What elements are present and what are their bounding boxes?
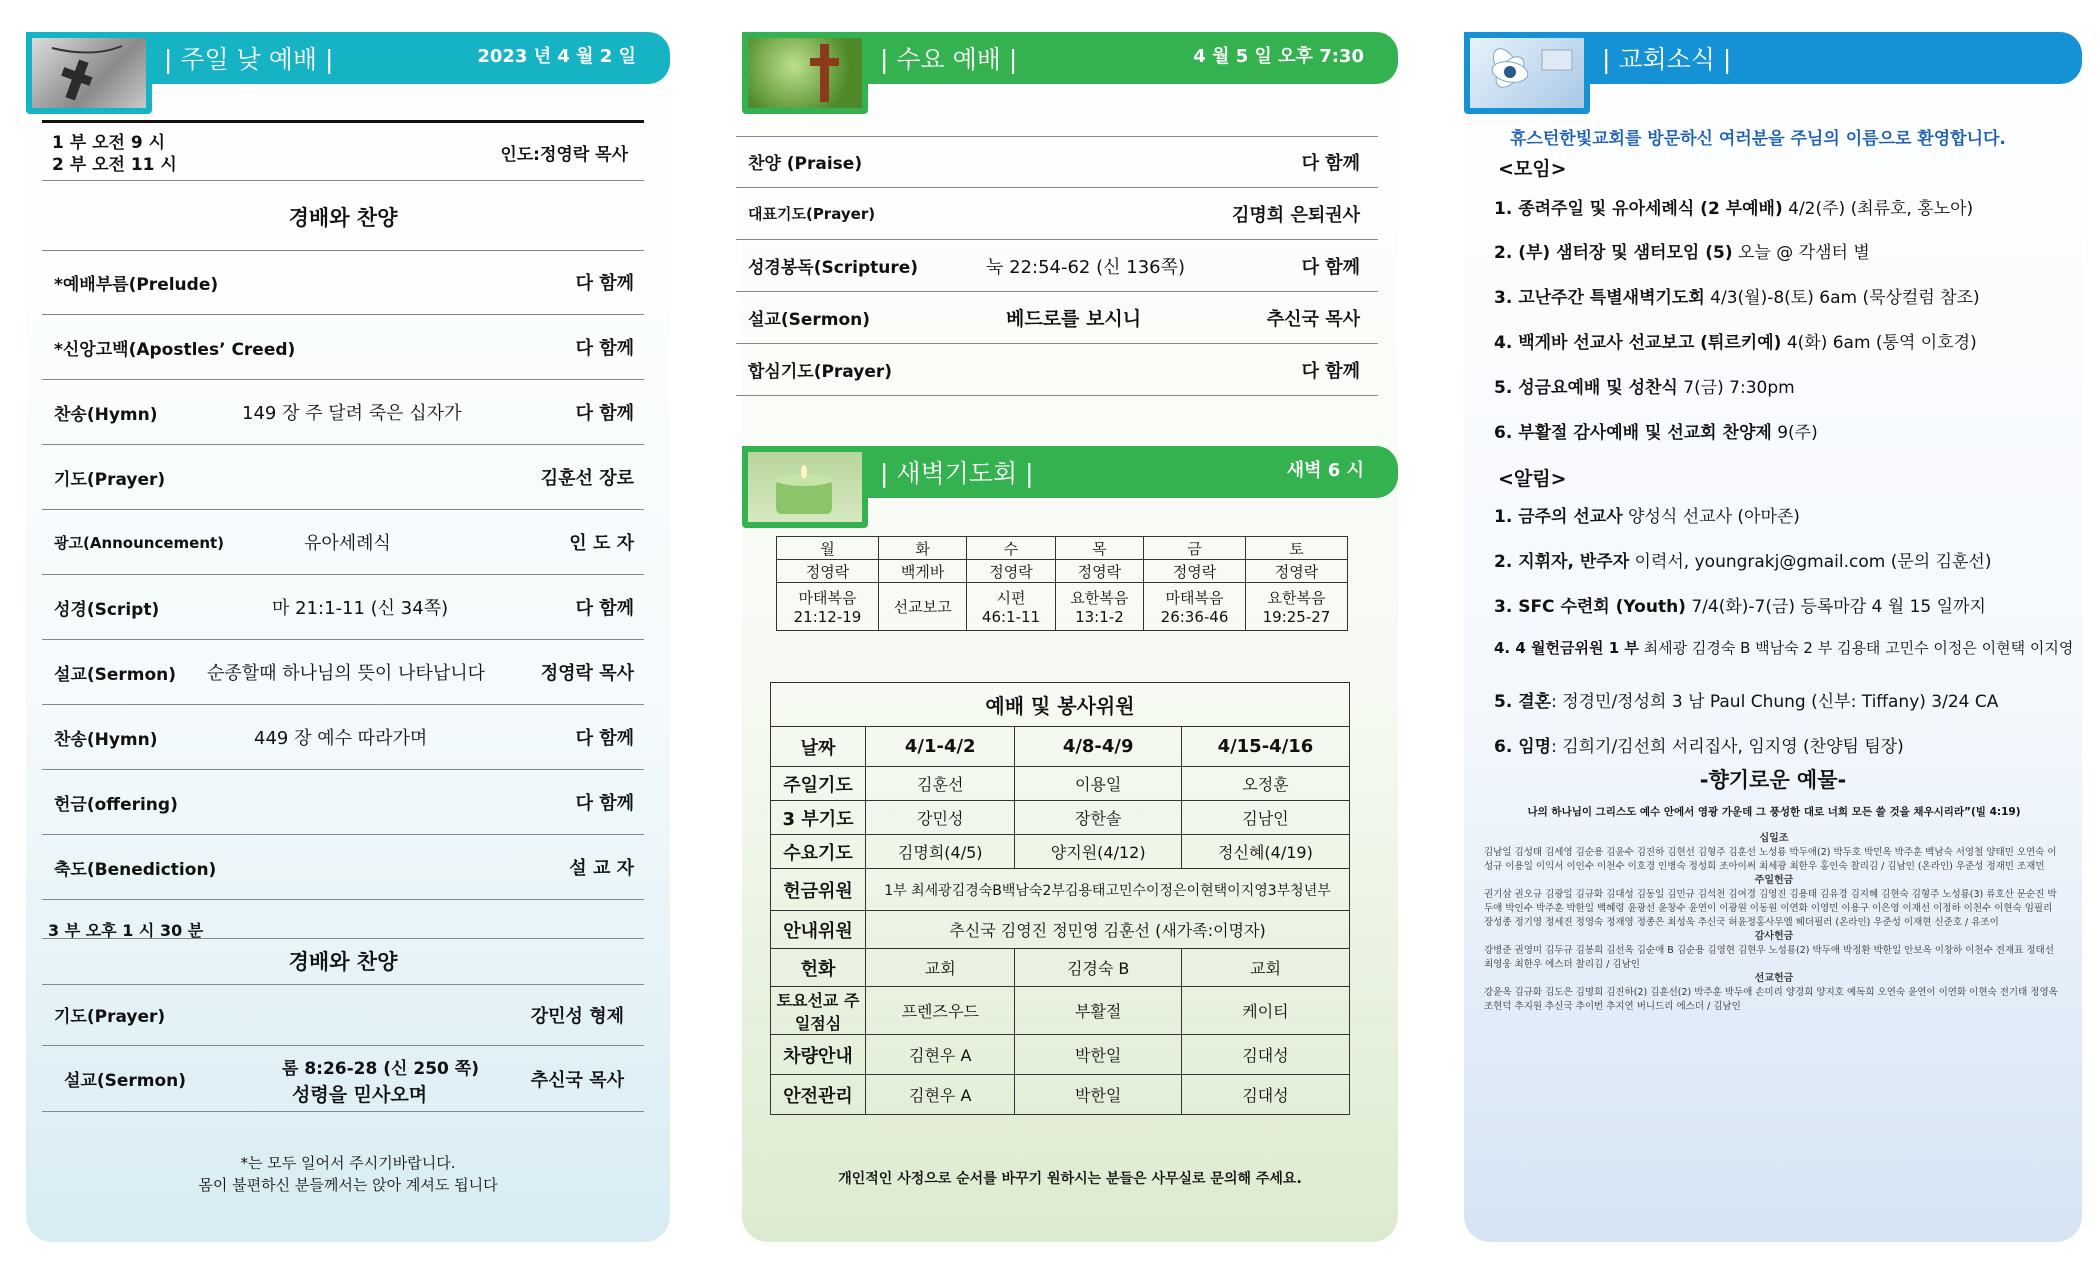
order-label: 축도(Benediction) (54, 859, 217, 880)
row-label: 3 부기도 (771, 801, 866, 835)
dawn-leaders-row (777, 560, 1348, 583)
row-label: 헌화 (771, 949, 866, 987)
meeting-title: 2. (부) 샘터장 및 샘터모임 (5) (1494, 243, 1733, 263)
notice-title: 4. 4 월헌금위원 1 부 (1494, 639, 1639, 657)
top-rule (42, 120, 644, 123)
wed-order-row (736, 292, 1378, 344)
col-header: 4/1-4/2 (866, 727, 1015, 767)
dawn-day: 수 (967, 537, 1056, 560)
offering-group-heading: 십일조 (1759, 833, 1789, 844)
order-who: 다 함께 (575, 403, 634, 424)
row-label: 토요선교 주일점심 (771, 987, 866, 1035)
meeting-detail: 7(금) 7:30pm (1677, 378, 1795, 398)
dawn-leader: 정영락 (1055, 560, 1143, 583)
table-row (771, 767, 1350, 801)
section-heading-worship: 경배와 찬양 (288, 206, 398, 230)
dawn-leader: 정영락 (777, 560, 879, 583)
weekday-panel (742, 32, 1398, 1242)
order-who: 다 함께 (575, 598, 634, 619)
row-label: 안전관리 (771, 1075, 866, 1115)
table-row (771, 949, 1350, 987)
dawn-day: 화 (878, 537, 966, 560)
order-label: 성경(Script) (54, 599, 160, 620)
notice-item (1494, 687, 1998, 712)
order-label: 설교(Sermon) (54, 664, 177, 685)
service-volunteers-table (770, 682, 1350, 1115)
dawn-leader: 정영락 (967, 560, 1056, 583)
notice-title: 6. 임명 (1494, 737, 1552, 757)
order-row (42, 770, 644, 835)
order-detail: 베드로를 보시니 (1006, 308, 1142, 330)
order-row (42, 835, 644, 900)
notice-detail: 7/4(화)-7(금) 등록마감 4 월 15 일까지 (1685, 597, 1986, 617)
order-label: 광고(Announcement) (54, 533, 225, 552)
order-who: 다 함께 (1301, 360, 1360, 382)
notices-heading: <알림> (1498, 468, 1567, 490)
meeting-title: 5. 성금요예배 및 성찬식 (1494, 378, 1678, 398)
rule (42, 938, 644, 939)
cell: 이용일 (1015, 767, 1181, 801)
dawn-schedule-table (776, 536, 1348, 631)
order-who: 추신국 목사 (530, 1069, 624, 1091)
order-row (42, 575, 644, 640)
offering-verse: 나의 하나님이 그리스도 예수 안에서 영광 가운데 그 풍성한 대로 너희 모든 쓸 것을 채우시리라”(빌 4:19) (1527, 806, 2021, 818)
dawn-book-name: 마태복음 (1165, 589, 1224, 607)
cell: 오정훈 (1181, 767, 1349, 801)
dawn-book (878, 583, 966, 631)
table-row (771, 987, 1350, 1035)
order-row (42, 640, 644, 705)
wednesday-title: | 수요 예배 | (880, 45, 1018, 74)
meeting-title: 4. 백게바 선교사 선교보고 (튀르키예) (1494, 333, 1782, 353)
wed-order-row (736, 188, 1378, 240)
dawn-book-name: 마태복음 (798, 589, 857, 607)
table-row (771, 801, 1350, 835)
order-label: 찬양 (Praise) (748, 154, 863, 174)
notice-item (1494, 502, 1800, 527)
dawn-book (1144, 583, 1246, 631)
order-who: 다 함께 (575, 338, 634, 359)
dawn-days-row (777, 537, 1348, 560)
offering-list (1484, 832, 2064, 1014)
row-label: 안내위원 (771, 911, 866, 949)
order-label: 찬송(Hymn) (54, 729, 158, 750)
meeting-item (1494, 238, 1870, 263)
service-time-1: 1 부 오전 9 시 (52, 133, 166, 153)
offering-group-names: 강병준 권영미 김두규 김봉희 김선옥 김순애 B 김순용 김영현 김현우 노성룡(2) 박두애 박정환 박한일 안보옥 이창하 이천수 전재표 정태선 최영웅 최한우 에스더 찰리김 / 김남인 (1484, 945, 2054, 970)
dawn-title: | 새벽기도회 | (880, 459, 1034, 488)
row-label: 주일기도 (771, 767, 866, 801)
dawn-leader: 정영락 (1246, 560, 1348, 583)
cell: 김경숙 B (1015, 949, 1181, 987)
order-detail: 유아세례식 (304, 533, 391, 554)
sitting-note: 몸이 불편하신 분들께서는 앉아 계셔도 됩니다 (198, 1176, 498, 1194)
sunday-title: | 주일 낮 예배 | (164, 45, 334, 74)
dawn-book (1055, 583, 1143, 631)
dawn-day: 토 (1246, 537, 1348, 560)
order-who: 정영락 목사 (540, 663, 634, 684)
offering-group-names: 김남일 김성태 김세영 김순용 김윤수 김진하 김현선 김형주 김훈선 노성룡 박두애(2) 박두호 박민옥 박주훈 백남숙 서영철 양태민 오연숙 이성규 이용일 이익서 이인수 이천수 이호경 인병숙 정성희 조아이써 최세광 최한우 홍인숙 찰리김 / 김남인 (온라인) 우준성 정재민 조재민 (1484, 847, 2057, 872)
meeting-detail: 4/3(월)-8(토) 6am (묵상컬럼 참조) (1704, 288, 1980, 308)
meeting-detail: 9(주) (1771, 423, 1818, 443)
notice-item (1494, 732, 1904, 757)
order-detail-title: 성령을 믿사오며 (292, 1084, 428, 1106)
dawn-book (1246, 583, 1348, 631)
order-detail: 449 장 예수 따라가며 (254, 728, 428, 749)
cell: 김명희(4/5) (866, 835, 1015, 869)
sunday-date: 2023 년 4 월 2 일 (477, 46, 636, 67)
notice-detail: : 김희기/김선희 서리집사, 임지영 (찬양팀 팀장) (1551, 737, 1904, 757)
wed-order-row (736, 136, 1378, 188)
order-row (42, 445, 644, 510)
col-header: 4/8-4/9 (1015, 727, 1181, 767)
cell: 김현우 A (866, 1035, 1015, 1075)
meetings-heading: <모임> (1498, 158, 1567, 180)
notice-detail: 이력서, youngrakj@gmail.com (문의 김훈선) (1629, 552, 1992, 572)
cell: 김대성 (1181, 1035, 1349, 1075)
notice-title: 2. 지휘자, 반주자 (1494, 552, 1630, 572)
wed-order-row (736, 344, 1378, 396)
dawn-book-name: 요한복음 (1267, 589, 1326, 607)
cell: 케이티 (1181, 987, 1349, 1035)
notice-title: 1. 금주의 선교사 (1494, 507, 1623, 527)
order-label: 기도(Prayer) (54, 469, 166, 490)
cross-necklace-image (26, 32, 152, 114)
dawn-book-name: 선교보고 (893, 598, 952, 616)
offering-group-heading: 감사헌금 (1754, 931, 1794, 942)
order-row (42, 705, 644, 770)
order-label: *예배부름(Prelude) (54, 274, 219, 295)
order-label: 설교(Sermon) (748, 310, 871, 330)
col-header: 날짜 (771, 727, 866, 767)
meeting-item (1494, 194, 1973, 219)
order-label: 성경봉독(Scripture) (748, 258, 919, 278)
dawn-book-ref: 26:36-46 (1160, 608, 1229, 626)
wednesday-date: 4 월 5 일 오후 7:30 (1193, 46, 1364, 67)
notice-detail: 최세광 김경숙 B 백남숙 2 부 김용태 고민수 이정은 이현택 이지영 (1638, 639, 2074, 657)
table-row (771, 835, 1350, 869)
row-label: 차량안내 (771, 1035, 866, 1075)
third-service-time: 3 부 오후 1 시 30 분 (48, 921, 204, 940)
notice-title: 3. SFC 수련회 (Youth) (1494, 597, 1686, 617)
sunday-service-panel (26, 32, 670, 1242)
dawn-book-ref: 13:1-2 (1075, 608, 1124, 626)
offering-title: -향기로운 예물- (1699, 768, 1847, 792)
notice-item (1494, 547, 1992, 572)
dawn-day: 월 (777, 537, 879, 560)
dawn-book-ref: 21:12-19 (793, 608, 862, 626)
order-row (42, 380, 644, 445)
order-who: 김훈선 장로 (540, 468, 634, 489)
dawn-time: 새벽 6 시 (1286, 460, 1364, 481)
order-label: 설교(Sermon) (64, 1071, 187, 1091)
notice-detail: 양성식 선교사 (아마존) (1622, 507, 1800, 527)
order-who: 다 함께 (1301, 256, 1360, 278)
dawn-book (777, 583, 879, 631)
offering-group-heading: 주일헌금 (1754, 875, 1794, 886)
order-label: 헌금(offering) (54, 794, 178, 815)
meeting-detail: 4(화) 6am (통역 이호경) (1781, 333, 1977, 353)
cell-span: 추신국 김영진 정민영 김훈선 (새가족:이명자) (866, 911, 1350, 949)
meeting-detail: 4/2(주) (최류호, 홍노아) (1782, 199, 1974, 219)
order-label: 찬송(Hymn) (54, 404, 158, 425)
cell: 장한솔 (1015, 801, 1181, 835)
meeting-item (1494, 283, 1980, 308)
offering-group-names: 강윤옥 김규화 김도은 김명희 김진하(2) 김훈선(2) 박주훈 박두애 손미리 양경희 양지호 예독희 오연숙 윤연이 이연화 이현숙 전기태 정영옥 조현덕 추지원 추신국 추이번 추지연 버니드리 에스더 / 김남인 (1484, 987, 2058, 1012)
order-label: 기도(Prayer) (54, 1007, 166, 1027)
cell: 강민성 (866, 801, 1015, 835)
meeting-title: 1. 종려주일 및 유아세례식 (2 부예배) (1494, 199, 1783, 219)
order-row (42, 1046, 644, 1112)
wed-order-row (736, 240, 1378, 292)
church-news-panel (1464, 32, 2082, 1242)
order-who: 다 함께 (575, 793, 634, 814)
dawn-book-name: 요한복음 (1070, 589, 1129, 607)
sunday-leader: 인도:정영락 목사 (500, 145, 628, 165)
order-detail: 순종할때 하나님의 뜻이 나타납니다 (207, 663, 485, 684)
notice-title: 5. 결혼 (1494, 692, 1552, 712)
order-who: 다 함께 (575, 728, 634, 749)
wooden-cross-image (742, 32, 868, 114)
meeting-item (1494, 373, 1795, 398)
cell: 양지원(4/12) (1015, 835, 1181, 869)
table-row (771, 869, 1350, 911)
cell-span: 1부 최세광김경숙B백남숙2부김용태고민수이정은이현택이지영3부청년부 (866, 869, 1350, 911)
news-title: | 교회소식 | (1602, 45, 1732, 74)
flower-image (1464, 32, 1590, 114)
rule (42, 180, 644, 181)
order-detail: 마 21:1-11 (신 34쪽) (272, 598, 449, 619)
cell: 부활절 (1015, 987, 1181, 1035)
notice-detail: : 정경민/정성희 3 남 Paul Chung (신부: Tiffany) 3/24 CA (1551, 692, 1999, 712)
meeting-title: 3. 고난주간 특별새벽기도회 (1494, 288, 1705, 308)
dawn-books-row (777, 583, 1348, 631)
meeting-detail: 오늘 @ 각샘터 별 (1732, 243, 1870, 263)
meeting-item (1494, 328, 1977, 353)
dawn-day: 목 (1055, 537, 1143, 560)
welcome-message: 휴스턴한빛교회를 방문하신 여러분을 주님의 이름으로 환영합니다. (1510, 129, 2006, 149)
order-row (42, 984, 644, 1046)
cell: 프렌즈우드 (866, 987, 1015, 1035)
col-header: 4/15-4/16 (1181, 727, 1349, 767)
cell: 김현우 A (866, 1075, 1015, 1115)
dawn-book (967, 583, 1056, 631)
order-label: 합심기도(Prayer) (748, 362, 893, 382)
dawn-book-ref: 19:25-27 (1262, 608, 1331, 626)
order-who: 강민성 형제 (530, 1005, 624, 1027)
order-detail: 롬 8:26-28 (신 250 쪽) (282, 1059, 479, 1079)
dawn-day: 금 (1144, 537, 1246, 560)
dawn-leader: 백게바 (878, 560, 966, 583)
order-row (42, 250, 644, 315)
offering-group-names: 권기삼 권오규 김광일 김규화 김대성 김동일 김민규 김석천 김여경 김영진 김용태 김유경 김지혜 김현숙 김형주 노성룡(3) 류호산 문순진 박두애 박인수 박주훈 박한일 백혜령 윤광선 윤창수 윤연이 이광원 이동원 이연화 이영민 이용구 이은영 이재선 이정하 이천수 이현숙 임필리 장성종 정기영 정세진 정영숙 정재영 정종은 최성욱 추신국 허윤정홍사무엘 헤더필러 (온라인) 우준성 이재현 신준호 / 유조이 (1484, 889, 2057, 928)
volunteers-header-row (771, 727, 1350, 767)
row-label: 수요기도 (771, 835, 866, 869)
order-detail: 눅 22:54-62 (신 136쪽) (986, 256, 1186, 278)
order-label: *신앙고백(Apostles’ Creed) (54, 339, 296, 360)
volunteers-title: 예배 및 봉사위원 (771, 683, 1350, 727)
table-row (771, 911, 1350, 949)
dawn-book-ref: 46:1-11 (981, 608, 1041, 626)
order-who: 추신국 목사 (1266, 308, 1360, 330)
offering-group-heading: 선교헌금 (1754, 973, 1794, 984)
dawn-book-name: 시편 (996, 589, 1026, 607)
service-time-2: 2 부 오전 11 시 (52, 155, 177, 175)
order-who: 설 교 자 (569, 858, 634, 879)
cell: 김남인 (1181, 801, 1349, 835)
row-label: 헌금위원 (771, 869, 866, 911)
order-who: 다 함께 (1301, 152, 1360, 174)
cell: 교회 (1181, 949, 1349, 987)
cell: 박한일 (1015, 1035, 1181, 1075)
contact-note: 개인적인 사정으로 순서를 바꾸기 원하시는 분들은 사무실로 문의해 주세요. (838, 1171, 1302, 1187)
cell: 박한일 (1015, 1075, 1181, 1115)
cell: 교회 (866, 949, 1015, 987)
section-heading-worship-3: 경배와 찬양 (288, 950, 398, 974)
cell: 정신혜(4/19) (1181, 835, 1349, 869)
order-who: 인 도 자 (569, 533, 634, 554)
table-row (771, 1035, 1350, 1075)
order-who: 김명희 은퇴권사 (1232, 204, 1360, 226)
order-row (42, 510, 644, 575)
meeting-item (1494, 418, 1818, 443)
notice-item (1494, 592, 1986, 617)
order-who: 다 함께 (575, 273, 634, 294)
order-row (42, 315, 644, 380)
order-detail: 149 장 주 달려 죽은 십자가 (242, 403, 462, 424)
candle-image (742, 446, 868, 528)
order-label: 대표기도(Prayer) (748, 205, 876, 223)
cell: 김대성 (1181, 1075, 1349, 1115)
cell: 김훈선 (866, 767, 1015, 801)
dawn-leader: 정영락 (1144, 560, 1246, 583)
notice-item (1494, 637, 2073, 658)
standing-note: *는 모두 일어서 주시기바랍니다. (240, 1154, 456, 1172)
meeting-title: 6. 부활절 감사예배 및 선교회 찬양제 (1494, 423, 1772, 443)
table-row (771, 1075, 1350, 1115)
